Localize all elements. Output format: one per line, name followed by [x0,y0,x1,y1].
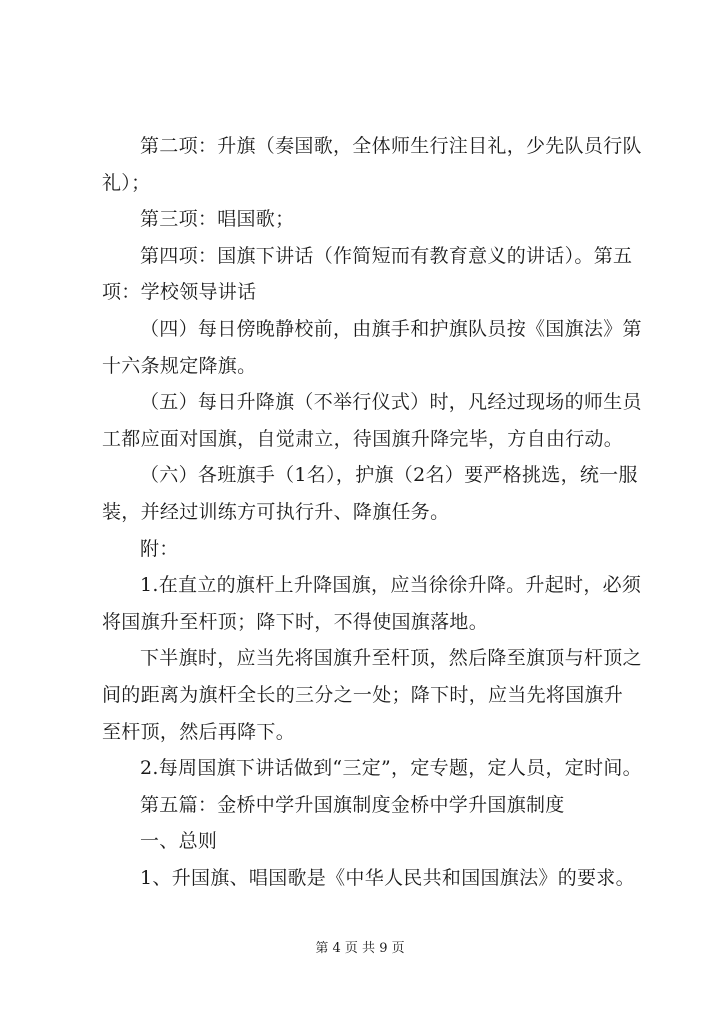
paragraph: 下半旗时，应当先将国旗升至杆顶，然后降至旗顶与杆顶之间的距离为旗杆全长的三分之一处；降下时，应当先将国旗升至杆顶，然后再降下。 [102,647,642,743]
document-body [102,128,642,896]
paragraph: 第五篇：金桥中学升国旗制度金桥中学升国旗制度 [140,793,565,816]
paragraph: 1.在直立的旗杆上升降国旗，应当徐徐升降。升起时，必须将国旗升至杆顶；降下时，不得使国旗落地。 [102,574,642,633]
paragraph: 附： [140,537,179,560]
paragraph: （六）各班旗手（1名），护旗（2名）要严格挑选，统一服装，并经过训练方可执行升、降旗任务。 [102,464,638,523]
paragraph: 1、升国旗、唱国歌是《中华人民共和国国旗法》的要求。 [140,866,635,889]
paragraph: 第四项：国旗下讲话（作简短而有教育意义的讲话）。第五项：学校领导讲话 [102,244,633,304]
paragraph: 第三项：唱国歌； [140,208,295,231]
paragraph: （四）每日傍晚静校前，由旗手和护旗队员按《国旗法》第十六条规定降旗。 [102,317,642,377]
page-number-footer: 第 4 页 共 9 页 [315,941,405,956]
paragraph: （五）每日升降旗（不举行仪式）时，凡经过现场的师生员工都应面对国旗，自觉肃立，待国旗升降完毕，方自由行动。 [102,391,642,450]
paragraph: 一、总则 [140,830,218,853]
paragraph: 第二项：升旗（奏国歌，全体师生行注目礼，少先队员行队礼）； [102,135,642,194]
paragraph: 2.每周国旗下讲话做到“三定”，定专题，定人员，定时间。 [140,757,642,780]
